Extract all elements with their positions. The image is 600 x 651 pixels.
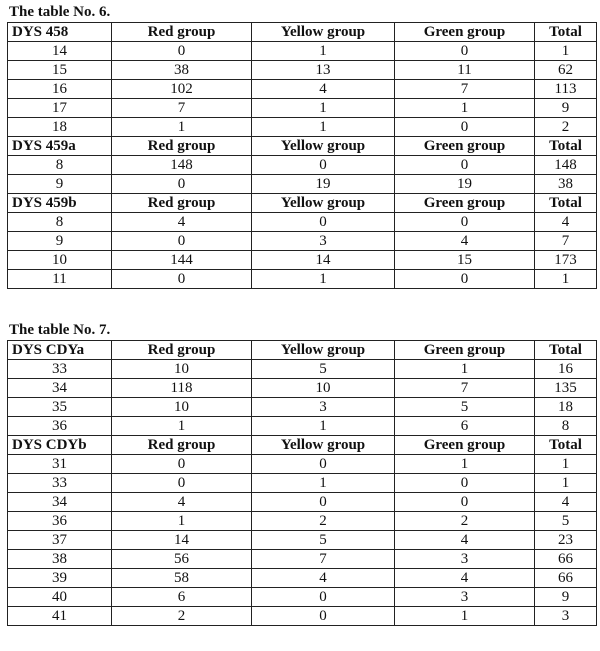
column-header-green-group: Green group — [395, 137, 535, 156]
marker-cell: 16 — [8, 80, 112, 99]
red-group-cell: 10 — [112, 360, 252, 379]
marker-cell: 36 — [8, 512, 112, 531]
total-cell: 148 — [535, 156, 597, 175]
yellow-group-cell: 13 — [252, 61, 395, 80]
yellow-group-cell: 0 — [252, 588, 395, 607]
section-header-row — [8, 341, 597, 360]
red-group-cell: 38 — [112, 61, 252, 80]
column-header-red-group: Red group — [112, 194, 252, 213]
column-header-green-group: Green group — [395, 341, 535, 360]
yellow-group-cell: 1 — [252, 417, 395, 436]
table-row — [8, 550, 597, 569]
yellow-group-cell: 1 — [252, 99, 395, 118]
yellow-group-cell: 3 — [252, 232, 395, 251]
section-header-row — [8, 436, 597, 455]
column-header-total: Total — [535, 137, 597, 156]
marker-cell: 8 — [8, 213, 112, 232]
total-cell: 1 — [535, 455, 597, 474]
table-row — [8, 99, 597, 118]
red-group-cell: 7 — [112, 99, 252, 118]
total-cell: 66 — [535, 569, 597, 588]
total-cell: 135 — [535, 379, 597, 398]
red-group-cell: 58 — [112, 569, 252, 588]
yellow-group-cell: 1 — [252, 474, 395, 493]
yellow-group-cell: 2 — [252, 512, 395, 531]
table-row — [8, 398, 597, 417]
total-cell: 9 — [535, 99, 597, 118]
red-group-cell: 1 — [112, 512, 252, 531]
yellow-group-cell: 5 — [252, 360, 395, 379]
total-cell: 66 — [535, 550, 597, 569]
table-7-caption: The table No. 7. — [9, 322, 111, 338]
column-header-red-group: Red group — [112, 341, 252, 360]
column-header-total: Total — [535, 341, 597, 360]
table-row — [8, 213, 597, 232]
marker-cell: 10 — [8, 251, 112, 270]
total-cell: 4 — [535, 493, 597, 512]
green-group-cell: 1 — [395, 455, 535, 474]
yellow-group-cell: 7 — [252, 550, 395, 569]
marker-cell: 40 — [8, 588, 112, 607]
green-group-cell: 4 — [395, 232, 535, 251]
red-group-cell: 2 — [112, 607, 252, 626]
marker-cell: 15 — [8, 61, 112, 80]
table-7 — [7, 340, 597, 626]
green-group-cell: 19 — [395, 175, 535, 194]
green-group-cell: 0 — [395, 156, 535, 175]
yellow-group-cell: 5 — [252, 531, 395, 550]
yellow-group-cell: 14 — [252, 251, 395, 270]
red-group-cell: 56 — [112, 550, 252, 569]
marker-cell: 33 — [8, 360, 112, 379]
red-group-cell: 0 — [112, 270, 252, 289]
table-row — [8, 512, 597, 531]
red-group-cell: 0 — [112, 455, 252, 474]
table-row — [8, 360, 597, 379]
red-group-cell: 148 — [112, 156, 252, 175]
column-header-yellow-group: Yellow group — [252, 23, 395, 42]
red-group-cell: 1 — [112, 118, 252, 137]
total-cell: 1 — [535, 270, 597, 289]
table-row — [8, 455, 597, 474]
table-row — [8, 251, 597, 270]
red-group-cell: 4 — [112, 213, 252, 232]
total-cell: 16 — [535, 360, 597, 379]
table-row — [8, 607, 597, 626]
red-group-cell: 10 — [112, 398, 252, 417]
green-group-cell: 0 — [395, 118, 535, 137]
total-cell: 5 — [535, 512, 597, 531]
column-header-yellow-group: Yellow group — [252, 436, 395, 455]
yellow-group-cell: 0 — [252, 493, 395, 512]
table-6-caption: The table No. 6. — [9, 4, 111, 20]
red-group-cell: 0 — [112, 42, 252, 61]
green-group-cell: 1 — [395, 607, 535, 626]
marker-cell: 9 — [8, 232, 112, 251]
table-row — [8, 588, 597, 607]
yellow-group-cell: 1 — [252, 270, 395, 289]
marker-cell: 34 — [8, 493, 112, 512]
green-group-cell: 7 — [395, 379, 535, 398]
yellow-group-cell: 0 — [252, 156, 395, 175]
red-group-cell: 1 — [112, 417, 252, 436]
marker-cell: 33 — [8, 474, 112, 493]
marker-cell: 14 — [8, 42, 112, 61]
green-group-cell: 1 — [395, 99, 535, 118]
yellow-group-cell: 1 — [252, 42, 395, 61]
column-header-yellow-group: Yellow group — [252, 137, 395, 156]
section-header-row — [8, 137, 597, 156]
green-group-cell: 6 — [395, 417, 535, 436]
marker-cell: 34 — [8, 379, 112, 398]
red-group-cell: 118 — [112, 379, 252, 398]
red-group-cell: 144 — [112, 251, 252, 270]
table-6 — [7, 22, 597, 289]
column-header-total: Total — [535, 23, 597, 42]
total-cell: 4 — [535, 213, 597, 232]
yellow-group-cell: 10 — [252, 379, 395, 398]
total-cell: 113 — [535, 80, 597, 99]
column-header-marker: DYS 459b — [8, 194, 112, 213]
column-header-red-group: Red group — [112, 436, 252, 455]
total-cell: 7 — [535, 232, 597, 251]
table-row — [8, 531, 597, 550]
total-cell: 1 — [535, 474, 597, 493]
column-header-marker: DYS CDYa — [8, 341, 112, 360]
yellow-group-cell: 0 — [252, 213, 395, 232]
green-group-cell: 15 — [395, 251, 535, 270]
yellow-group-cell: 19 — [252, 175, 395, 194]
table-row — [8, 42, 597, 61]
red-group-cell: 0 — [112, 232, 252, 251]
column-header-marker: DYS 458 — [8, 23, 112, 42]
red-group-cell: 0 — [112, 474, 252, 493]
total-cell: 8 — [535, 417, 597, 436]
table-row — [8, 156, 597, 175]
total-cell: 62 — [535, 61, 597, 80]
table-row — [8, 118, 597, 137]
column-header-marker: DYS CDYb — [8, 436, 112, 455]
table-row — [8, 569, 597, 588]
green-group-cell: 0 — [395, 474, 535, 493]
marker-cell: 17 — [8, 99, 112, 118]
total-cell: 3 — [535, 607, 597, 626]
green-group-cell: 5 — [395, 398, 535, 417]
table-row — [8, 474, 597, 493]
yellow-group-cell: 3 — [252, 398, 395, 417]
green-group-cell: 11 — [395, 61, 535, 80]
table-row — [8, 270, 597, 289]
total-cell: 9 — [535, 588, 597, 607]
column-header-green-group: Green group — [395, 436, 535, 455]
green-group-cell: 1 — [395, 360, 535, 379]
marker-cell: 39 — [8, 569, 112, 588]
red-group-cell: 4 — [112, 493, 252, 512]
column-header-total: Total — [535, 436, 597, 455]
marker-cell: 36 — [8, 417, 112, 436]
red-group-cell: 0 — [112, 175, 252, 194]
marker-cell: 31 — [8, 455, 112, 474]
total-cell: 23 — [535, 531, 597, 550]
green-group-cell: 3 — [395, 550, 535, 569]
marker-cell: 9 — [8, 175, 112, 194]
table-row — [8, 493, 597, 512]
yellow-group-cell: 4 — [252, 80, 395, 99]
red-group-cell: 102 — [112, 80, 252, 99]
column-header-total: Total — [535, 194, 597, 213]
red-group-cell: 14 — [112, 531, 252, 550]
total-cell: 1 — [535, 42, 597, 61]
total-cell: 38 — [535, 175, 597, 194]
column-header-yellow-group: Yellow group — [252, 194, 395, 213]
red-group-cell: 6 — [112, 588, 252, 607]
column-header-red-group: Red group — [112, 23, 252, 42]
green-group-cell: 0 — [395, 42, 535, 61]
marker-cell: 18 — [8, 118, 112, 137]
table-row — [8, 417, 597, 436]
section-header-row — [8, 23, 597, 42]
green-group-cell: 4 — [395, 531, 535, 550]
yellow-group-cell: 4 — [252, 569, 395, 588]
marker-cell: 35 — [8, 398, 112, 417]
marker-cell: 38 — [8, 550, 112, 569]
green-group-cell: 0 — [395, 493, 535, 512]
green-group-cell: 2 — [395, 512, 535, 531]
column-header-green-group: Green group — [395, 194, 535, 213]
marker-cell: 41 — [8, 607, 112, 626]
yellow-group-cell: 1 — [252, 118, 395, 137]
green-group-cell: 3 — [395, 588, 535, 607]
green-group-cell: 0 — [395, 213, 535, 232]
section-header-row — [8, 194, 597, 213]
total-cell: 173 — [535, 251, 597, 270]
column-header-yellow-group: Yellow group — [252, 341, 395, 360]
marker-cell: 11 — [8, 270, 112, 289]
marker-cell: 8 — [8, 156, 112, 175]
column-header-green-group: Green group — [395, 23, 535, 42]
green-group-cell: 4 — [395, 569, 535, 588]
total-cell: 2 — [535, 118, 597, 137]
marker-cell: 37 — [8, 531, 112, 550]
table-row — [8, 232, 597, 251]
table-row — [8, 379, 597, 398]
total-cell: 18 — [535, 398, 597, 417]
table-row — [8, 61, 597, 80]
yellow-group-cell: 0 — [252, 455, 395, 474]
table-row — [8, 80, 597, 99]
yellow-group-cell: 0 — [252, 607, 395, 626]
green-group-cell: 7 — [395, 80, 535, 99]
column-header-marker: DYS 459a — [8, 137, 112, 156]
green-group-cell: 0 — [395, 270, 535, 289]
column-header-red-group: Red group — [112, 137, 252, 156]
table-row — [8, 175, 597, 194]
